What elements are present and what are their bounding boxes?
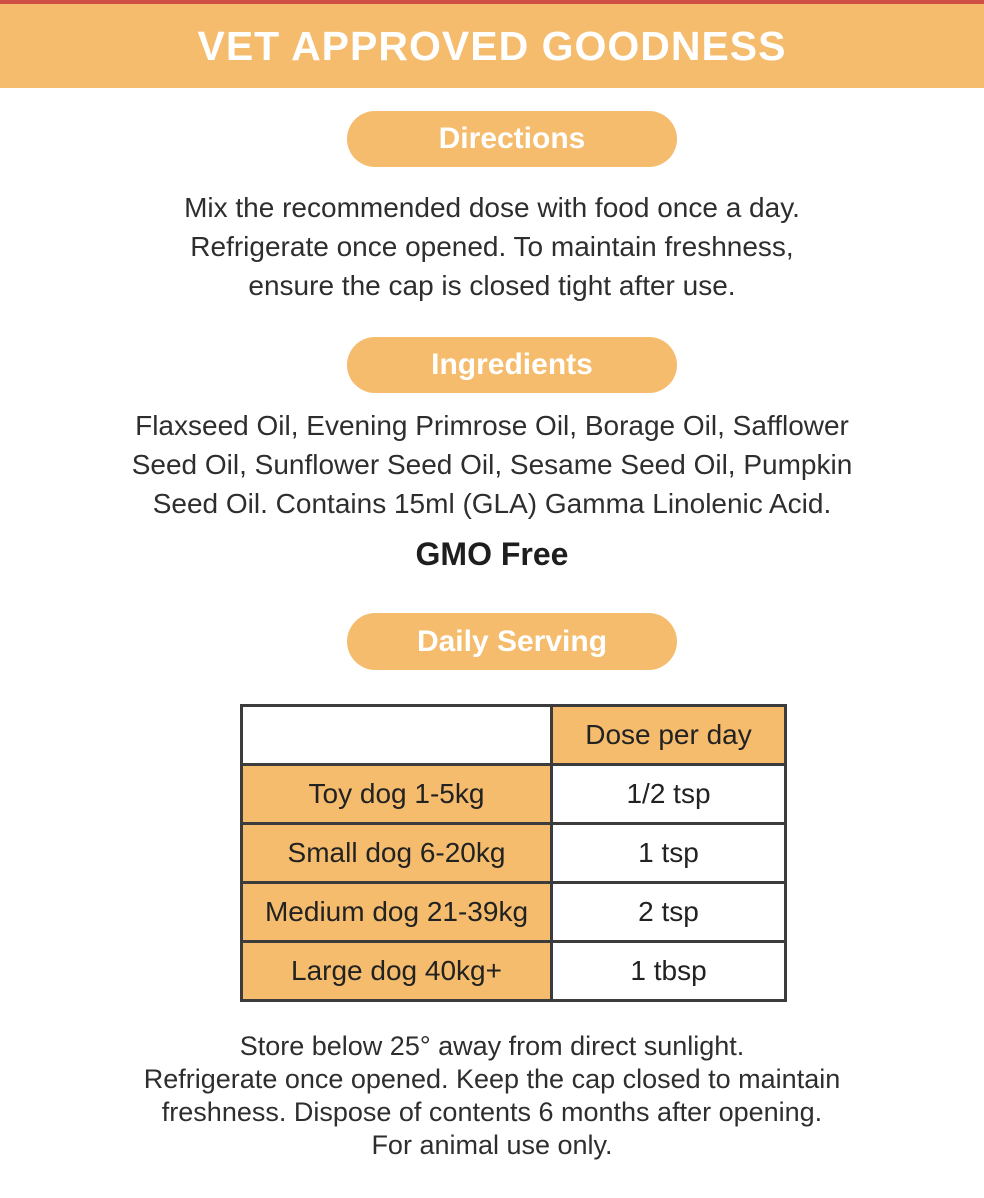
dose-cell: 1 tbsp xyxy=(552,942,786,1001)
table-empty-corner xyxy=(242,706,552,765)
page-title: VET APPROVED GOODNESS xyxy=(197,22,787,69)
text-line: For animal use only. xyxy=(371,1130,613,1160)
table-row xyxy=(242,765,786,824)
directions-text xyxy=(0,188,984,305)
section-pill-daily-serving xyxy=(347,613,677,670)
table-row xyxy=(242,824,786,883)
section-pill-ingredients xyxy=(347,337,677,393)
category-cell: Large dog 40kg+ xyxy=(242,942,552,1001)
daily-serving-section-label: Daily Serving xyxy=(416,624,608,658)
text-line: Refrigerate once opened. To maintain freshness, xyxy=(190,231,794,262)
daily-serving-table xyxy=(240,704,787,1002)
table-row xyxy=(242,942,786,1001)
storage-instructions-text xyxy=(0,1030,984,1162)
text-line: Refrigerate once opened. Keep the cap closed to maintain xyxy=(143,1064,841,1094)
dose-per-day-header-cell: Dose per day xyxy=(552,706,786,765)
text-line: Store below 25° away from direct sunlight. xyxy=(239,1031,745,1061)
ingredients-text xyxy=(0,406,984,523)
section-pill-directions xyxy=(347,111,677,167)
daily-serving-table-wrap xyxy=(240,704,784,1002)
header-banner xyxy=(0,4,984,88)
text-line: Mix the recommended dose with food once a day. xyxy=(184,192,800,223)
dose-cell: 2 tsp xyxy=(552,883,786,942)
text-line: Seed Oil. Contains 15ml (GLA) Gamma Linolenic Acid. xyxy=(152,488,832,519)
dose-cell: 1/2 tsp xyxy=(552,765,786,824)
category-cell: Toy dog 1-5kg xyxy=(242,765,552,824)
table-header-row xyxy=(242,706,786,765)
text-line: freshness. Dispose of contents 6 months after opening. xyxy=(161,1097,823,1127)
directions-section-label: Directions xyxy=(438,122,586,155)
category-cell: Small dog 6-20kg xyxy=(242,824,552,883)
table-row xyxy=(242,883,786,942)
text-line: Seed Oil, Sunflower Seed Oil, Sesame Seed Oil, Pumpkin xyxy=(131,449,853,480)
text-line: Flaxseed Oil, Evening Primrose Oil, Borage Oil, Safflower xyxy=(135,410,849,441)
dose-cell: 1 tsp xyxy=(552,824,786,883)
category-cell: Medium dog 21-39kg xyxy=(242,883,552,942)
gmo-free-label: GMO Free xyxy=(415,536,569,572)
text-line: ensure the cap is closed tight after use. xyxy=(248,270,736,301)
ingredients-section-label: Ingredients xyxy=(431,348,593,381)
